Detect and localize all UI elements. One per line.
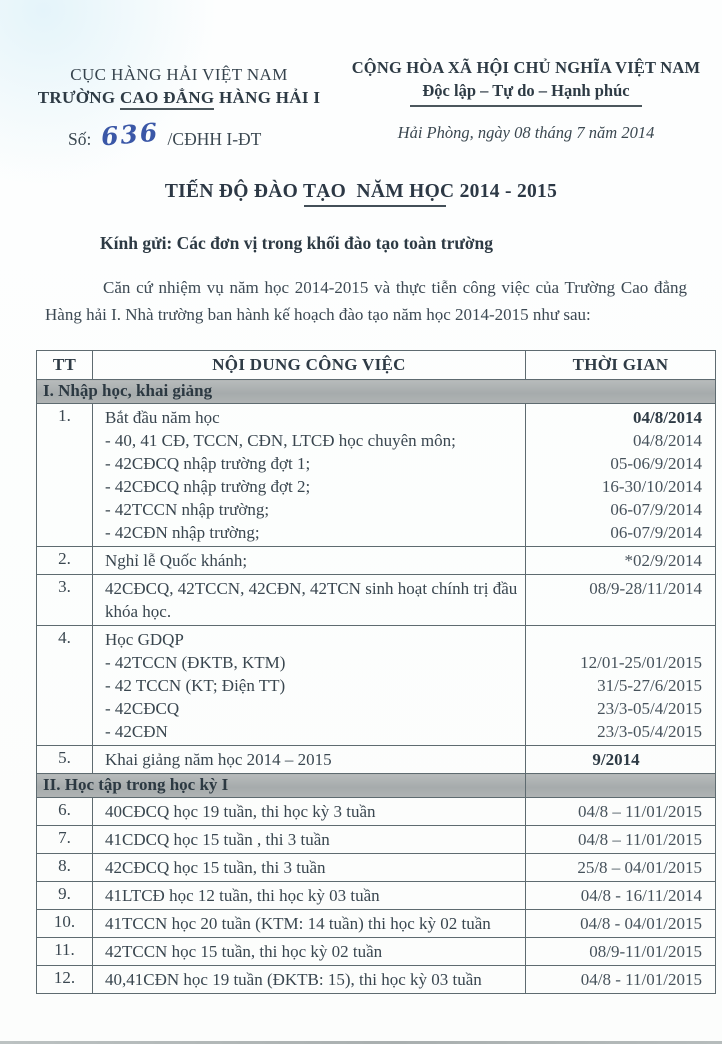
section-row [37, 774, 716, 798]
row-number: 12. [37, 966, 93, 994]
title-underline [304, 205, 446, 207]
national-motto-block [344, 58, 708, 151]
row-content [93, 826, 526, 854]
row-time [526, 404, 716, 547]
row-content [93, 746, 526, 774]
content-line: 40,41CĐN học 19 tuần (ĐKTB: 15), thi học kỳ 03 tuần [105, 970, 482, 989]
row-number: 6. [37, 798, 93, 826]
row-number: 10. [37, 910, 93, 938]
table-row [37, 938, 716, 966]
content-line: Bắt đầu năm học [105, 408, 220, 427]
table-row [37, 798, 716, 826]
row-number: 4. [37, 626, 93, 746]
time-value: 16-30/10/2014 [601, 477, 702, 496]
content-line: - 42CĐN [105, 722, 168, 741]
time-value: 04/8 - 04/01/2015 [580, 914, 702, 933]
org-name-pre: TRƯỜNG [37, 88, 116, 107]
row-time [526, 798, 716, 826]
national-motto [344, 81, 708, 107]
content-line: - 42CĐCQ nhập trường đợt 1; [105, 454, 311, 473]
time-value: 04/8 - 11/01/2015 [580, 970, 702, 989]
content-line: - 42 TCCN (KT; Điện TT) [105, 676, 286, 695]
content-line: 42TCCN học 15 tuần, thi học kỳ 02 tuần [105, 942, 383, 961]
row-content [93, 910, 526, 938]
time-value: 08/9-11/01/2015 [589, 942, 702, 961]
row-content [93, 966, 526, 994]
row-number: 2. [37, 547, 93, 575]
document-number-line [14, 117, 344, 152]
content-line: Nghỉ lễ Quốc khánh; [105, 551, 248, 570]
row-number: 3. [37, 575, 93, 626]
doc-number-suffix: /CĐHH I-ĐT [167, 129, 262, 149]
table-row [37, 547, 716, 575]
place-date-line: Hải Phòng, ngày 08 tháng 7 năm 2014 [397, 123, 655, 142]
schedule-table-body [37, 380, 716, 994]
section-row [37, 380, 716, 404]
time-value: 04/8 - 16/11/2014 [580, 886, 702, 905]
content-line: Học GDQP [105, 630, 184, 649]
table-row [37, 575, 716, 626]
row-time [526, 575, 716, 626]
row-content [93, 626, 526, 746]
table-row [37, 626, 716, 746]
time-value: 06-07/9/2014 [610, 523, 702, 542]
content-line: 41TCCN học 20 tuần (KTM: 14 tuần) thi học kỳ 02 tuần [105, 914, 491, 933]
content-line: - 42TCCN nhập trường; [105, 500, 270, 519]
table-row [37, 746, 716, 774]
doc-number-label: Số: [68, 129, 92, 149]
row-time [526, 938, 716, 966]
row-content [93, 547, 526, 575]
section-empty-cell [526, 774, 716, 798]
time-value: *02/9/2014 [624, 551, 702, 570]
row-time [526, 746, 716, 774]
row-content [93, 882, 526, 910]
time-value: 05-06/9/2014 [610, 454, 702, 473]
row-time [526, 826, 716, 854]
row-number: 1. [37, 404, 93, 547]
col-header-time: THỜI GIAN [526, 351, 716, 380]
row-content [93, 798, 526, 826]
row-time [526, 626, 716, 746]
section-label: I. Nhập học, khai giảng [37, 380, 716, 404]
content-line: 42CĐCQ, 42TCCN, 42CĐN, 42TCN sinh hoạt chính trị đầu khóa học. [105, 579, 518, 621]
time-value: 04/8/2014 [633, 431, 702, 450]
time-value: 9/2014 [592, 750, 640, 769]
table-header-row [37, 351, 716, 380]
time-value: 04/8/2014 [633, 408, 702, 427]
document-title: TIẾN ĐỘ ĐÀO TẠO NĂM HỌC 2014 - 2015 [164, 181, 558, 202]
intro-paragraph: Căn cứ nhiệm vụ năm học 2014-2015 và thực tiễn công việc của Trường Cao đẳng Hàng hải I. Nhà trường ban hành kế hoạch đào tạo năm học 2014-2015 như sau: [45, 278, 687, 324]
content-line: 41LTCĐ học 12 tuần, thi học kỳ 03 tuần [105, 886, 380, 905]
time-value: 04/8 – 11/01/2015 [577, 830, 702, 849]
content-line: - 40, 41 CĐ, TCCN, CĐN, LTCĐ học chuyên môn; [105, 431, 456, 450]
national-title: CỘNG HÒA XÃ HỘI CHỦ NGHĨA VIỆT NAM [351, 58, 701, 77]
table-row [37, 910, 716, 938]
row-time [526, 547, 716, 575]
time-value: 06-07/9/2014 [610, 500, 702, 519]
content-line: 41CDCQ học 15 tuần , thi 3 tuần [105, 830, 330, 849]
row-time [526, 854, 716, 882]
row-number: 11. [37, 938, 93, 966]
schedule-table [36, 350, 716, 994]
content-line: 40CĐCQ học 19 tuần, thi học kỳ 3 tuần [105, 802, 376, 821]
time-value: 12/01-25/01/2015 [580, 653, 702, 672]
time-value: 25/8 – 04/01/2015 [577, 858, 702, 877]
row-number: 5. [37, 746, 93, 774]
time-value [530, 628, 702, 651]
content-line: 42CĐCQ học 15 tuần, thi 3 tuần [105, 858, 326, 877]
time-value: 23/3-05/4/2015 [597, 699, 702, 718]
table-row [37, 854, 716, 882]
section-label: II. Học tập trong học kỳ I [37, 774, 526, 798]
row-number: 7. [37, 826, 93, 854]
row-content [93, 938, 526, 966]
row-number: 9. [37, 882, 93, 910]
org-name-post: HÀNG HẢI I [219, 88, 321, 107]
content-line: - 42CĐCQ [105, 699, 180, 718]
table-row [37, 404, 716, 547]
row-content [93, 575, 526, 626]
time-value: 04/8 – 11/01/2015 [577, 802, 702, 821]
content-line: Khai giảng năm học 2014 – 2015 [105, 750, 332, 769]
col-header-tt: TT [37, 351, 93, 380]
schedule-table-head [37, 351, 716, 380]
content-line: - 42TCCN (ĐKTB, KTM) [105, 653, 286, 672]
time-value: 31/5-27/6/2015 [597, 676, 702, 695]
table-row [37, 826, 716, 854]
row-content [93, 404, 526, 547]
time-value: 23/3-05/4/2015 [597, 722, 702, 741]
content-line: - 42CĐCQ nhập trường đợt 2; [105, 477, 311, 496]
col-header-content: NỘI DUNG CÔNG VIỆC [93, 351, 526, 380]
table-row [37, 882, 716, 910]
row-number: 8. [37, 854, 93, 882]
org-name-underlined: CAO ĐẲNG [120, 88, 214, 110]
row-time [526, 882, 716, 910]
table-row [37, 966, 716, 994]
national-motto-text: Độc lập – Tự do – Hạnh phúc [410, 81, 641, 107]
org-parent-name: CỤC HÀNG HẢI VIỆT NAM [70, 65, 288, 84]
issuing-org-block [14, 58, 344, 151]
org-name [14, 88, 344, 108]
row-content [93, 854, 526, 882]
document-header [0, 0, 722, 151]
doc-number-handwritten: 636 [100, 117, 161, 152]
row-time [526, 910, 716, 938]
row-time [526, 966, 716, 994]
content-line: - 42CĐN nhập trường; [105, 523, 260, 542]
salutation-line: Kính gửi: Các đơn vị trong khối đào tạo toàn trường [100, 233, 494, 253]
time-value: 08/9-28/11/2014 [589, 579, 702, 598]
